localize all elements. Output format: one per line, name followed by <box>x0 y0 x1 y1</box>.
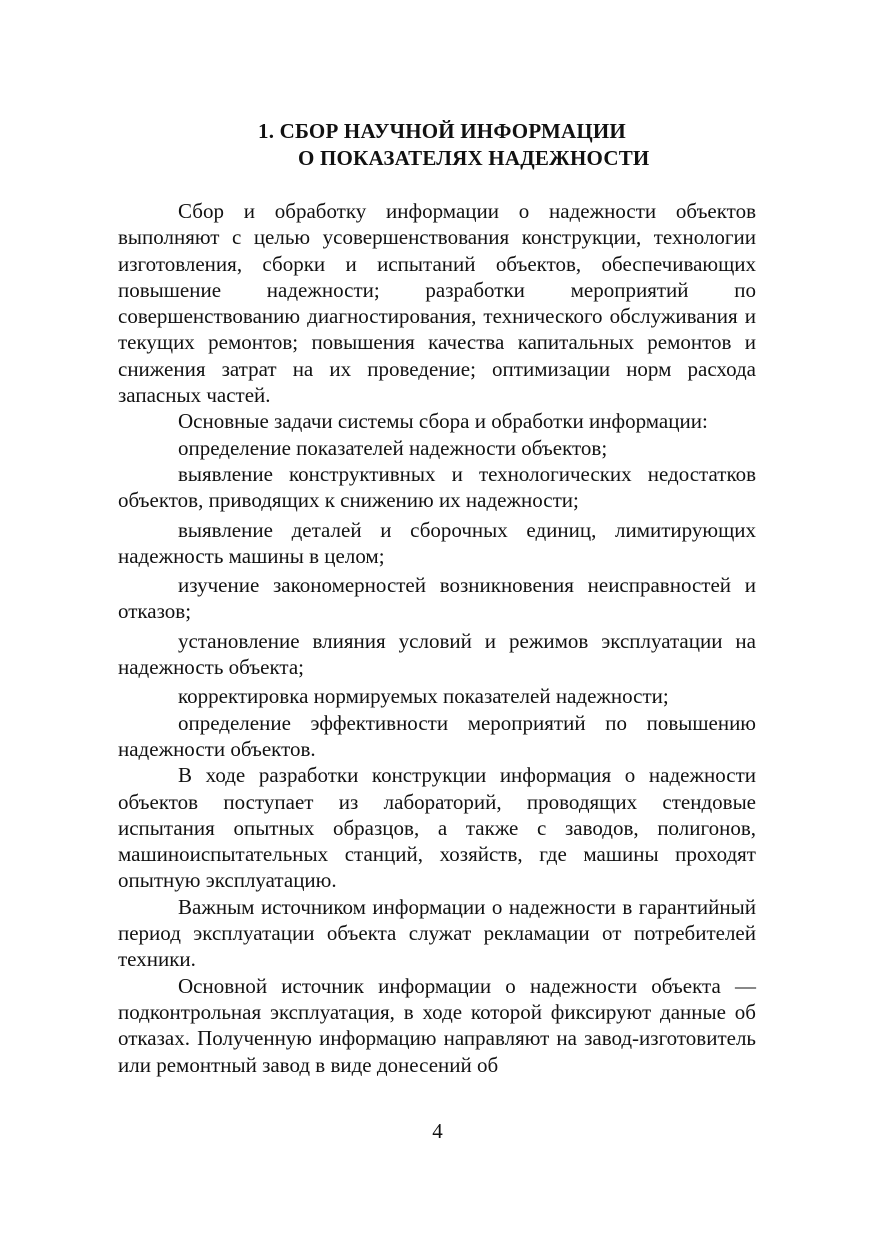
paragraph-tasks-lead: Основные задачи системы сбора и обработки информации: <box>178 409 708 434</box>
paragraph-intro: Сбор и обработку информации о надежности объектов выполняют с целью усовершенствования конструкции, технологии изготовления, сборки и испытаний объектов, обеспечивающих повышение надежности; разработки мероприятий по совершенствованию диагностирования, технического обслуживания и текущих ремонтов; повышения качества капитальных ремонтов и снижения затрат на их проведение; оптимизации норм расхода запасных частей. <box>118 199 756 408</box>
list-item-task: корректировка нормируемых показателей надежности; <box>178 684 669 709</box>
body-text <box>118 198 756 1078</box>
list-item-task: выявление деталей и сборочных единиц, лимитирующих надежность машины в целом; <box>118 517 756 568</box>
section-heading-line-1: 1. СБОР НАУЧНОЙ ИНФОРМАЦИИ <box>258 119 626 143</box>
paragraph-main-source: Основной источник информации о надежности объекта — подконтрольная эксплуатация, в ходе которой фиксируют данные об отказах. Полученную информацию направляют на завод-изготовитель или ремонтный завод в виде донесений об <box>118 973 756 1077</box>
section-heading-line-2: О ПОКАЗАТЕЛЯХ НАДЕЖНОСТИ <box>298 146 650 170</box>
list-item-task: выявление конструктивных и технологических недостатков объектов, приводящих к снижению их надежности; <box>118 461 756 513</box>
paragraph-warranty: Важным источником информации о надежности в гарантийный период эксплуатации объекта служат рекламации от потребителей техники. <box>118 894 756 972</box>
list-item-task: определение показателей надежности объектов; <box>178 435 608 460</box>
list-item-task: изучение закономерностей возникновения неисправностей и отказов; <box>118 573 756 624</box>
list-item-task: установление влияния условий и режимов эксплуатации на надежность объекта; <box>118 628 756 680</box>
list-item-task: определение эффективности мероприятий по повышению надежности объектов. <box>118 710 756 761</box>
page-number: 4 <box>432 1119 443 1143</box>
paragraph-design-stage: В ходе разработки конструкции информация о надежности объектов поступает из лабораторий, проводящих стендовые испытания опытных образцов, а также с заводов, полигонов, машиноиспытательных станций, хозяйств, где машины проходят опытную эксплуатацию. <box>118 763 756 893</box>
